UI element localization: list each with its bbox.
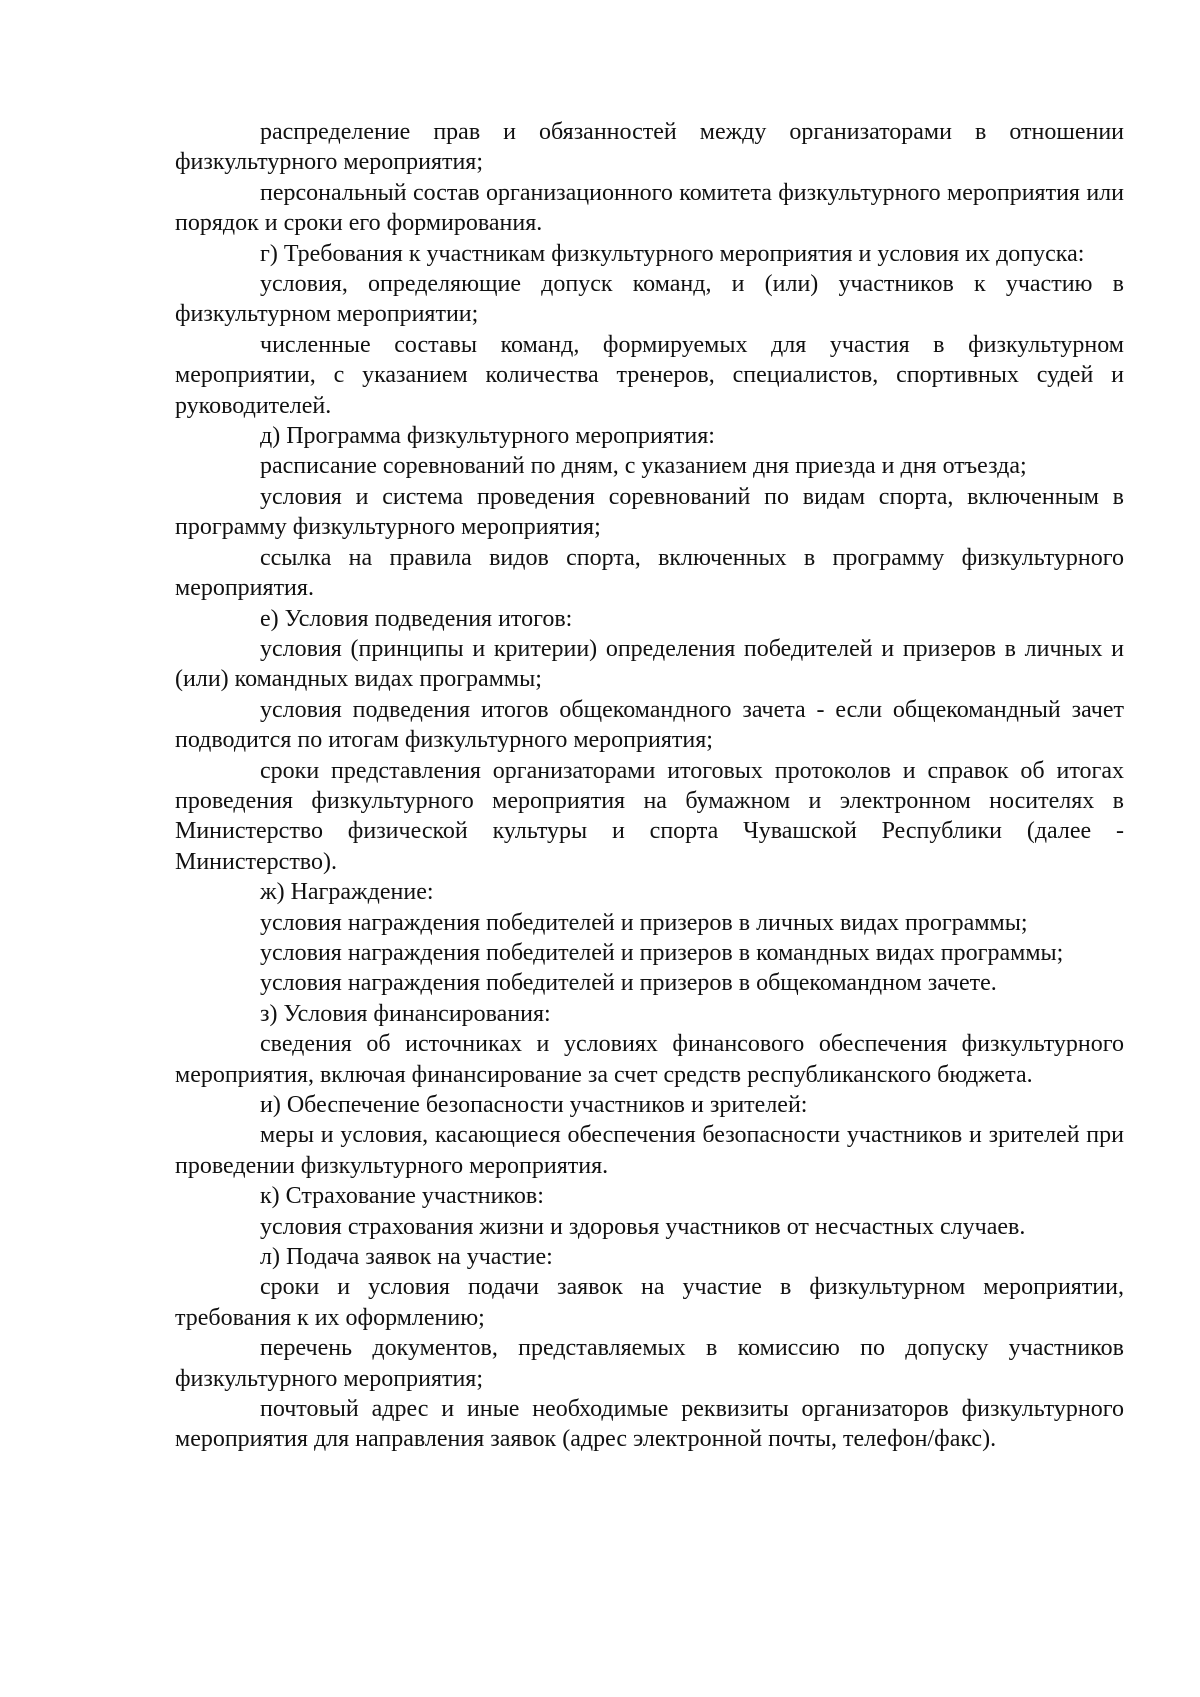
paragraph-sport-rules-reference: ссылка на правила видов спорта, включенных в программу физкультурного мероприятия.: [175, 544, 1124, 602]
paragraph-team-composition: численные составы команд, формируемых для участия в физкультурном мероприятии, с указанием количества тренеров, специалистов, спортивных судей и руководителей.: [175, 331, 1124, 419]
paragraph-competition-schedule: расписание соревнований по дням, с указанием дня приезда и дня отъезда;: [260, 453, 1027, 480]
paragraph-team-awards: условия награждения победителей и призеров в командных видах программы;: [260, 939, 1064, 966]
section-heading-financing: з) Условия финансирования:: [260, 1000, 551, 1027]
paragraph-admission-conditions: условия, определяющие допуск команд, и (или) участников к участию в физкультурном мероприятии;: [175, 271, 1124, 328]
paragraph-team-standings: условия подведения итогов общекомандного зачета - если общекомандный зачет подводится по итогам физкультурного мероприятия;: [175, 696, 1124, 754]
section-heading-participant-requirements: г) Требования к участникам физкультурного мероприятия и условия их допуска:: [260, 240, 1085, 267]
paragraph-individual-awards: условия награждения победителей и призеров в личных видах программы;: [260, 909, 1028, 936]
paragraph-report-deadlines: сроки представления организаторами итоговых протоколов и справок об итогах проведения физкультурного мероприятия на бумажном и электронном носителях в Министерство физической культуры и спорта Чувашской Республики (далее - Министерство).: [175, 757, 1124, 875]
section-heading-applications: л) Подача заявок на участие:: [260, 1244, 553, 1271]
paragraph-insurance-conditions: условия страхования жизни и здоровья участников от несчастных случаев.: [260, 1213, 1026, 1240]
paragraph-winner-criteria: условия (принципы и критерии) определения победителей и призеров в личных и (или) командных видах программы;: [175, 635, 1124, 693]
paragraph-funding-sources: сведения об источниках и условиях финансового обеспечения физкультурного мероприятия, включая финансирование за счет средств республиканского бюджета.: [175, 1031, 1124, 1088]
paragraph-committee-composition: персональный состав организационного комитета физкультурного мероприятия или порядок и сроки его формирования.: [175, 179, 1124, 237]
paragraph-overall-team-awards: условия награждения победителей и призеров в общекомандном зачете.: [260, 970, 997, 997]
paragraph-competition-system: условия и система проведения соревнований по видам спорта, включенным в программу физкультурного мероприятия;: [175, 483, 1124, 541]
paragraph-rights-distribution: распределение прав и обязанностей между организаторами в отношении физкультурного мероприятия;: [175, 119, 1124, 176]
section-heading-awards: ж) Награждение:: [260, 879, 434, 906]
section-heading-event-program: д) Программа физкультурного мероприятия:: [260, 423, 715, 450]
paragraph-safety-measures: меры и условия, касающиеся обеспечения безопасности участников и зрителей при проведении физкультурного мероприятия.: [175, 1122, 1124, 1179]
section-heading-results: е) Условия подведения итогов:: [260, 605, 573, 632]
section-heading-insurance: к) Страхование участников:: [260, 1183, 544, 1210]
section-heading-safety: и) Обеспечение безопасности участников и зрителей:: [260, 1092, 808, 1118]
paragraph-application-deadlines: сроки и условия подачи заявок на участие в физкультурном мероприятии, требования к их оформлению;: [175, 1274, 1124, 1331]
paragraph-required-documents: перечень документов, представляемых в комиссию по допуску участников физкультурного мероприятия;: [175, 1335, 1124, 1392]
document-page: [175, 117, 1124, 1455]
paragraph-organizer-contacts: почтовый адрес и иные необходимые реквизиты организаторов физкультурного мероприятия для направления заявок (адрес электронной почты, телефон/факс).: [175, 1396, 1124, 1453]
